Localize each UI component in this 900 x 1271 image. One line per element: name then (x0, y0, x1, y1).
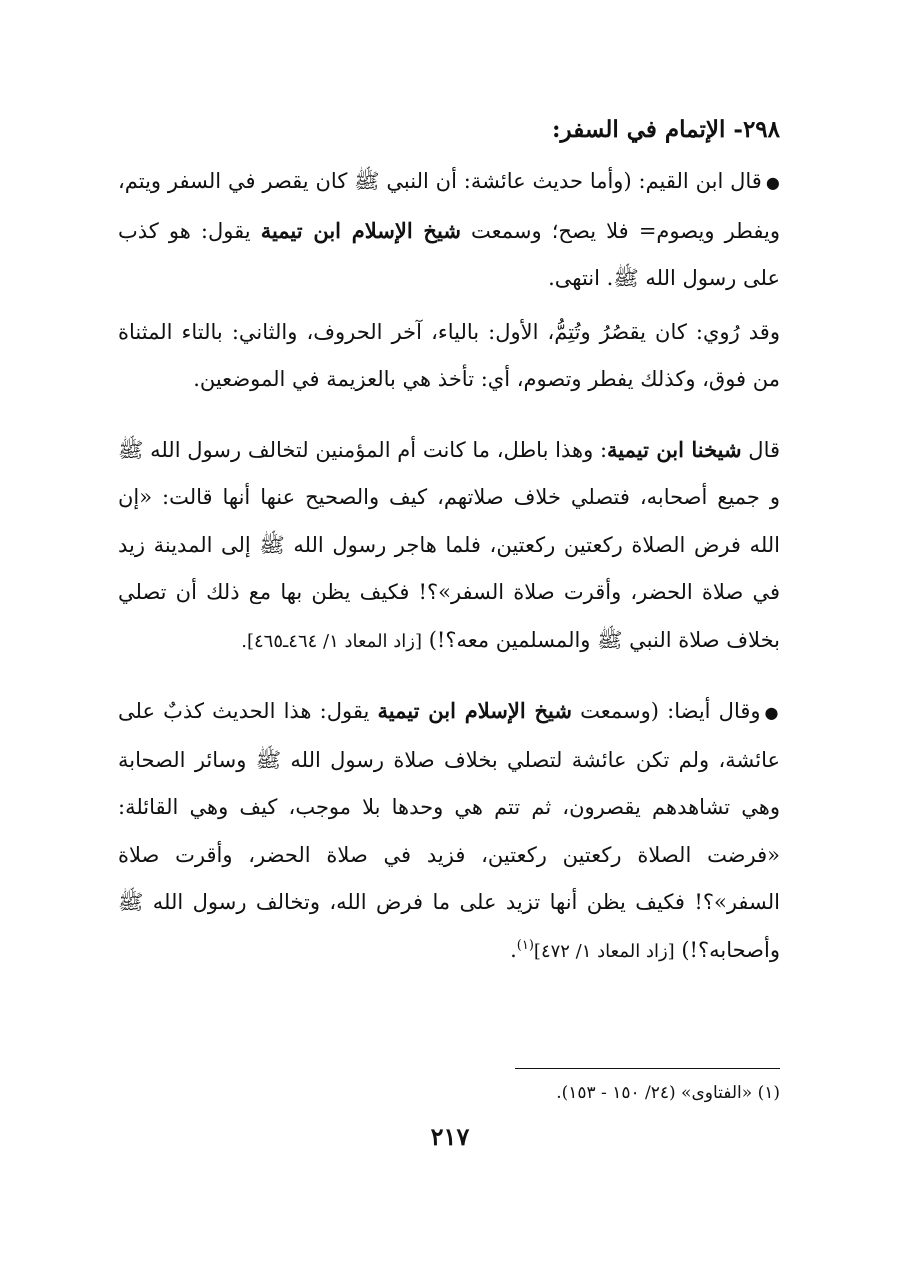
footnote-divider (515, 1068, 780, 1069)
paragraph-text: يقول: هو كذب على رسول الله ﷺ. انتهى. (118, 218, 780, 290)
paragraph-ibn-taymiyya (118, 426, 780, 666)
bullet-icon: ● (764, 703, 780, 722)
section-heading: ٢٩٨- الإتمام في السفر: (552, 116, 780, 143)
page-number: ٢١٧ (430, 1122, 470, 1151)
source-reference: [زاد المعاد ١/ ٤٦٤ـ٤٦٥]. (241, 630, 423, 652)
paragraph-text: قال ابن القيم: (وأما حديث عائشة: أن النبي ﷺ كان يقصر في السفر ويتم، ويفطر ويصوم= فلا يصح؛ وسمعت (118, 169, 780, 243)
paragraph-text: وقال أيضا: (وسمعت (571, 699, 761, 723)
paragraph-text: يقول: هذا الحديث كذبٌ على عائشة، ولم تكن عائشة لتصلي بخلاف صلاة رسول الله ﷺ وسائر الصحابة وهي تشاهدهم يقصرون، ثم تتم هي وحدها بلا موجب، كيف وهي القائلة: «فرضت الصلاة ركعتين ركعتين، فزيد في صلاة الحضر، وأقرت صلاة السفر»؟! فكيف يظن أنها تزيد على ما فرض الله، وتخالف رسول الله ﷺ وأصحابه؟!) (118, 699, 780, 962)
bold-name: شيخنا ابن تيمية (607, 436, 742, 462)
paragraph-text: وقد رُوي: كان يقصُرُ وتُتِمُّ، الأول: بالياء، آخر الحروف، والثاني: بالتاء المثناة من فوق، وكذلك يفطر وتصوم، أي: تأخذ هي بالعزيمة في الموضعين. (118, 319, 780, 391)
paragraph-text: : وهذا باطل، ما كانت أم المؤمنين لتخالف رسول الله ﷺ و جميع أصحابه، فتصلي خلاف صلاتهم، كيف والصحيح عنها أنها قالت: «إن الله فرض الصلاة ركعتين ركعتين، فلما هاجر رسول الله ﷺ إلى المدينة زيد في صلاة الحضر، وأقرت صلاة السفر»؟! فكيف يظن بها مع ذلك أن تصلي بخلاف صلاة النبي ﷺ والمسلمين معه؟!) (118, 437, 780, 652)
paragraph-text: . (510, 937, 517, 962)
page-body (118, 108, 780, 975)
paragraph-ibn-qayyim-quote (118, 158, 780, 303)
footnote-marker[interactable]: (١) (516, 937, 534, 953)
paragraph-text: قال (741, 437, 781, 462)
paragraph-also-said (118, 687, 780, 975)
bold-name: شيخ الإسلام ابن تيمية (260, 217, 461, 243)
footnote: (١) «الفتاوى» (٢٤/ ١٥٠ - ١٥٣). (556, 1083, 780, 1103)
paragraph-riwaya (118, 309, 780, 404)
bold-name: شيخ الإسلام ابن تيمية (377, 698, 572, 723)
bullet-icon: ● (765, 173, 780, 192)
source-reference: [زاد المعاد ١/ ٤٧٢] (533, 940, 675, 962)
